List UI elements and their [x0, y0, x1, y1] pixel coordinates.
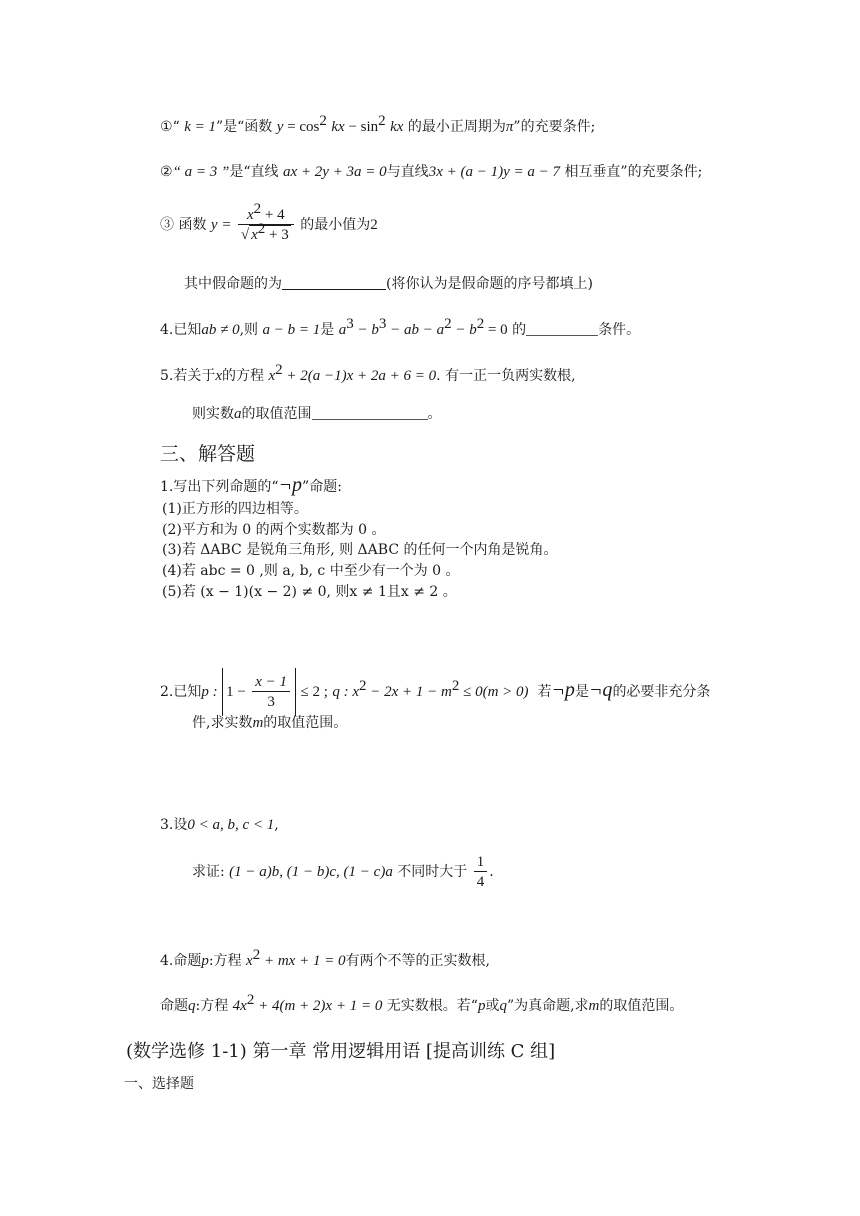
- answer-blank[interactable]: [526, 321, 598, 336]
- answer-blank[interactable]: [312, 405, 428, 420]
- answer-p2: 2.已知p : 1 − $\frac{x - 1}{3}$ ≤ 2 ; q : $x^2 - 2x + 1 - m^2 \le 0(m > 0)$ 若¬p是¬q的必要非充分条: [160, 666, 710, 716]
- answer-blank[interactable]: [282, 275, 386, 290]
- answer-p3: 3.设0 < a, b, c < 1,: [160, 817, 279, 833]
- p1-item: (4)若 abc = 0 ,则 a, b, c 中至少有一个为 0 。: [162, 563, 460, 579]
- fill-item-2: ②“ a = 3 ”是“直线 ax + 2y + 3a = 0与直线3x + (a − 1)y = a − 7 相互垂直”的充要条件;: [160, 164, 703, 180]
- answer-p2-line2: 件,求实数m的取值范围。: [192, 715, 348, 731]
- fraction: $\frac{1}{4}$: [474, 853, 488, 892]
- p1-item: (5)若 (x − 1)(x − 2) ≠ 0, 则x ≠ 1且x ≠ 2 。: [162, 584, 457, 600]
- p1-item: (2)平方和为 0 的两个实数都为 0 。: [162, 522, 386, 538]
- p1-item: (1)正方形的四边相等。: [162, 501, 308, 517]
- absolute-value: 1 − $\frac{x - 1}{3}$: [222, 668, 296, 716]
- fill-q4: 4.已知ab ≠ 0,则 a − b = 1是 $a^3 - b^3$ − ab − $a^2 - b^2 = 0$ 的 条件。: [160, 316, 641, 338]
- subsection-title: 一、选择题: [124, 1076, 194, 1092]
- answer-p3-prove: 求证: (1 − a)b, (1 − b)c, (1 − c)a 不同时大于 $\frac{1}{4}$ .: [192, 853, 494, 890]
- chapter-heading: (数学选修 1-1) 第一章 常用逻辑用语 [提高训练 C 组]: [126, 1041, 556, 1062]
- section-title: 三、解答题: [160, 443, 256, 465]
- fill-q5-line2: 则实数a的取值范围 。: [192, 406, 442, 422]
- p1-item: (3)若 ΔABC 是锐角三角形, 则 ΔABC 的任何一个内角是锐角。: [162, 542, 558, 558]
- false-prompt: 其中假命题的为 (将你认为是假命题的序号都填上): [184, 276, 593, 292]
- fill-q5: 5.若关于x的方程 $x^2 + 2(a -1)x + 2a + 6 = 0$. 有一正一负两实数根,: [160, 362, 576, 384]
- fraction: $\frac{x - 1}{3}$: [252, 673, 290, 712]
- answer-p1: 1.写出下列命题的“¬p”命题:: [160, 474, 342, 496]
- answer-p4-line2: 命题q:方程 $4x^2 + 4(m + 2)x + 1 = 0$ 无实数根。若“p或q”为真命题,求m的取值范围。: [160, 992, 684, 1014]
- fill-item-1: ①“ k = 1”是“函数 $y = \cos^2$ kx − $\sin^2$ kx 的最小正周期为π”的充要条件;: [160, 113, 596, 135]
- fill-item-3: ③ 函数 y = $\frac{x^2 + 4}{√ x^2 + 3}$ 的最小值为2: [160, 200, 378, 243]
- answer-p4: 4.命题p:方程 $x^2$ + mx + 1 = 0有两个不等的正实数根,: [160, 947, 491, 969]
- fraction: $\frac{x^2 + 4}{√ x^2 + 3}$: [238, 206, 294, 245]
